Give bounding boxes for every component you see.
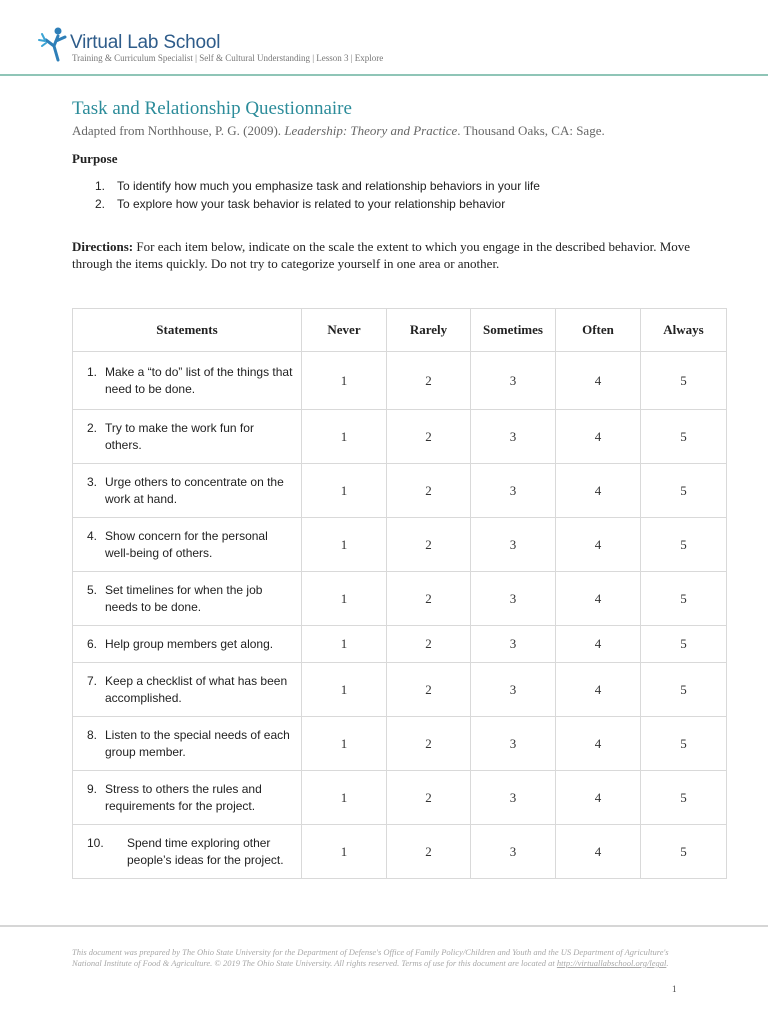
scale-option[interactable]: 3 xyxy=(471,410,556,464)
legal-link[interactable]: http://virtuallabschool.org/legal xyxy=(556,958,667,968)
purpose-item-number: 2. xyxy=(95,197,106,211)
scale-option[interactable]: 1 xyxy=(302,663,387,717)
page-title: Task and Relationship Questionnaire xyxy=(72,98,352,119)
statement-text: Listen to the special needs of each group member. xyxy=(105,727,290,759)
scale-option[interactable]: 3 xyxy=(471,663,556,717)
scale-option[interactable]: 4 xyxy=(556,626,641,663)
scale-option[interactable]: 2 xyxy=(387,825,471,879)
statement-number: 5. xyxy=(87,582,98,597)
statement-number: 6. xyxy=(87,636,98,651)
statement-cell xyxy=(73,825,302,879)
scale-option[interactable]: 1 xyxy=(302,572,387,626)
table-row xyxy=(73,717,727,771)
statement-text: Show concern for the personal well-being of others. xyxy=(105,528,268,560)
statement-number: 3. xyxy=(87,474,98,489)
statement-number: 1. xyxy=(87,364,98,379)
scale-option[interactable]: 3 xyxy=(471,771,556,825)
statement-text: Set timelines for when the job needs to be done. xyxy=(105,582,263,614)
column-header: Never xyxy=(302,309,387,352)
footer-divider xyxy=(0,925,768,927)
scale-option[interactable]: 4 xyxy=(556,352,641,410)
statement-cell xyxy=(73,464,302,518)
statement-text: Help group members get along. xyxy=(105,636,274,651)
scale-option[interactable]: 2 xyxy=(387,518,471,572)
column-header: Often xyxy=(556,309,641,352)
statement-number: 2. xyxy=(87,420,98,435)
column-header: Sometimes xyxy=(471,309,556,352)
table-row xyxy=(73,518,727,572)
scale-option[interactable]: 5 xyxy=(641,663,727,717)
directions-text: For each item below, indicate on the scale the extent to which you engage in the described behavior. Move through the items quickly. Do not try to categorize yourself in one area or another. xyxy=(72,239,691,271)
table-row xyxy=(73,572,727,626)
scale-option[interactable]: 5 xyxy=(641,825,727,879)
scale-option[interactable]: 3 xyxy=(471,825,556,879)
scale-option[interactable]: 2 xyxy=(387,572,471,626)
purpose-item xyxy=(95,195,540,213)
scale-option[interactable]: 2 xyxy=(387,771,471,825)
page-number: 1 xyxy=(672,984,677,994)
table-row xyxy=(73,825,727,879)
column-header: Always xyxy=(641,309,727,352)
statement-text: Try to make the work fun for others. xyxy=(105,420,254,452)
purpose-heading: Purpose xyxy=(72,151,118,166)
scale-option[interactable]: 2 xyxy=(387,464,471,518)
scale-option[interactable]: 5 xyxy=(641,352,727,410)
citation xyxy=(72,123,605,139)
header-divider xyxy=(0,74,768,76)
table-header-row xyxy=(73,309,727,352)
logo-icon xyxy=(36,26,68,62)
purpose-item-text: To identify how much you emphasize task and relationship behaviors in your life xyxy=(117,179,540,193)
scale-option[interactable]: 2 xyxy=(387,410,471,464)
table-row xyxy=(73,352,727,410)
footer-text: This document was prepared by The Ohio State University for the Department of Defense's Office of Family Policy/Children and Youth and the US Department of Agriculture's National Institute of Food & Agriculture. © 2019 The Ohio State University. All rights reserved. Terms of use for this document are located at xyxy=(72,947,669,968)
table-row xyxy=(73,771,727,825)
scale-option[interactable]: 4 xyxy=(556,717,641,771)
citation-suffix: . Thousand Oaks, CA: Sage. xyxy=(457,123,605,138)
page-header xyxy=(0,0,768,78)
statement-cell xyxy=(73,518,302,572)
scale-option[interactable]: 4 xyxy=(556,464,641,518)
table-row xyxy=(73,464,727,518)
statement-number: 9. xyxy=(87,781,98,796)
breadcrumb: Training & Curriculum Specialist | Self & Cultural Understanding | Lesson 3 | Explore xyxy=(72,53,384,63)
brand-name: Virtual Lab School xyxy=(70,32,221,53)
purpose-item-number: 1. xyxy=(95,179,106,193)
scale-option[interactable]: 4 xyxy=(556,825,641,879)
scale-option[interactable]: 1 xyxy=(302,771,387,825)
purpose-list xyxy=(95,177,540,213)
scale-option[interactable]: 4 xyxy=(556,410,641,464)
scale-option[interactable]: 5 xyxy=(641,410,727,464)
scale-option[interactable]: 1 xyxy=(302,352,387,410)
scale-option[interactable]: 5 xyxy=(641,626,727,663)
scale-option[interactable]: 4 xyxy=(556,572,641,626)
table-row xyxy=(73,410,727,464)
citation-book-title: Leadership: Theory and Practice xyxy=(284,123,458,138)
scale-option[interactable]: 1 xyxy=(302,717,387,771)
statement-number: 7. xyxy=(87,673,98,688)
scale-option[interactable]: 5 xyxy=(641,464,727,518)
statement-text: Make a “to do” list of the things that need to be done. xyxy=(105,364,293,396)
statement-cell xyxy=(73,663,302,717)
column-header: Rarely xyxy=(387,309,471,352)
scale-option[interactable]: 2 xyxy=(387,717,471,771)
statement-number: 8. xyxy=(87,727,98,742)
scale-option[interactable]: 4 xyxy=(556,771,641,825)
scale-option[interactable]: 4 xyxy=(556,518,641,572)
purpose-item-text: To explore how your task behavior is related to your relationship behavior xyxy=(117,197,506,211)
scale-option[interactable]: 2 xyxy=(387,663,471,717)
scale-option[interactable]: 3 xyxy=(471,572,556,626)
scale-option[interactable]: 5 xyxy=(641,717,727,771)
footer-end: . xyxy=(666,958,669,968)
scale-option[interactable]: 3 xyxy=(471,626,556,663)
statement-number: 4. xyxy=(87,528,98,543)
table-row xyxy=(73,626,727,663)
scale-option[interactable]: 1 xyxy=(302,464,387,518)
statement-text: Urge others to concentrate on the work at hand. xyxy=(105,474,284,506)
scale-option[interactable]: 3 xyxy=(471,717,556,771)
statement-number: 10. xyxy=(87,835,104,850)
directions xyxy=(72,238,702,272)
scale-option[interactable]: 5 xyxy=(641,771,727,825)
scale-option[interactable]: 1 xyxy=(302,410,387,464)
scale-option[interactable]: 4 xyxy=(556,663,641,717)
scale-option[interactable]: 5 xyxy=(641,572,727,626)
scale-option[interactable]: 1 xyxy=(302,518,387,572)
statement-cell xyxy=(73,626,302,663)
column-header: Statements xyxy=(73,309,302,352)
scale-option[interactable]: 5 xyxy=(641,518,727,572)
statement-text: Keep a checklist of what has been accomplished. xyxy=(105,673,288,705)
scale-option[interactable]: 3 xyxy=(471,464,556,518)
scale-option[interactable]: 3 xyxy=(471,518,556,572)
scale-option[interactable]: 3 xyxy=(471,352,556,410)
scale-option[interactable]: 1 xyxy=(302,825,387,879)
statement-text: Stress to others the rules and requirements for the project. xyxy=(105,781,262,813)
table-row xyxy=(73,663,727,717)
statement-cell xyxy=(73,717,302,771)
scale-option[interactable]: 2 xyxy=(387,626,471,663)
statement-text: Spend time exploring other people’s ideas for the project. xyxy=(127,835,284,867)
statement-cell xyxy=(73,572,302,626)
footer-notice xyxy=(72,947,682,969)
statement-cell xyxy=(73,410,302,464)
scale-option[interactable]: 1 xyxy=(302,626,387,663)
statement-cell xyxy=(73,771,302,825)
scale-option[interactable]: 2 xyxy=(387,352,471,410)
citation-prefix: Adapted from Northhouse, P. G. (2009). xyxy=(72,123,285,138)
directions-label: Directions: xyxy=(72,239,134,254)
questionnaire-table xyxy=(72,308,727,879)
statement-cell xyxy=(73,352,302,410)
purpose-item xyxy=(95,177,540,195)
